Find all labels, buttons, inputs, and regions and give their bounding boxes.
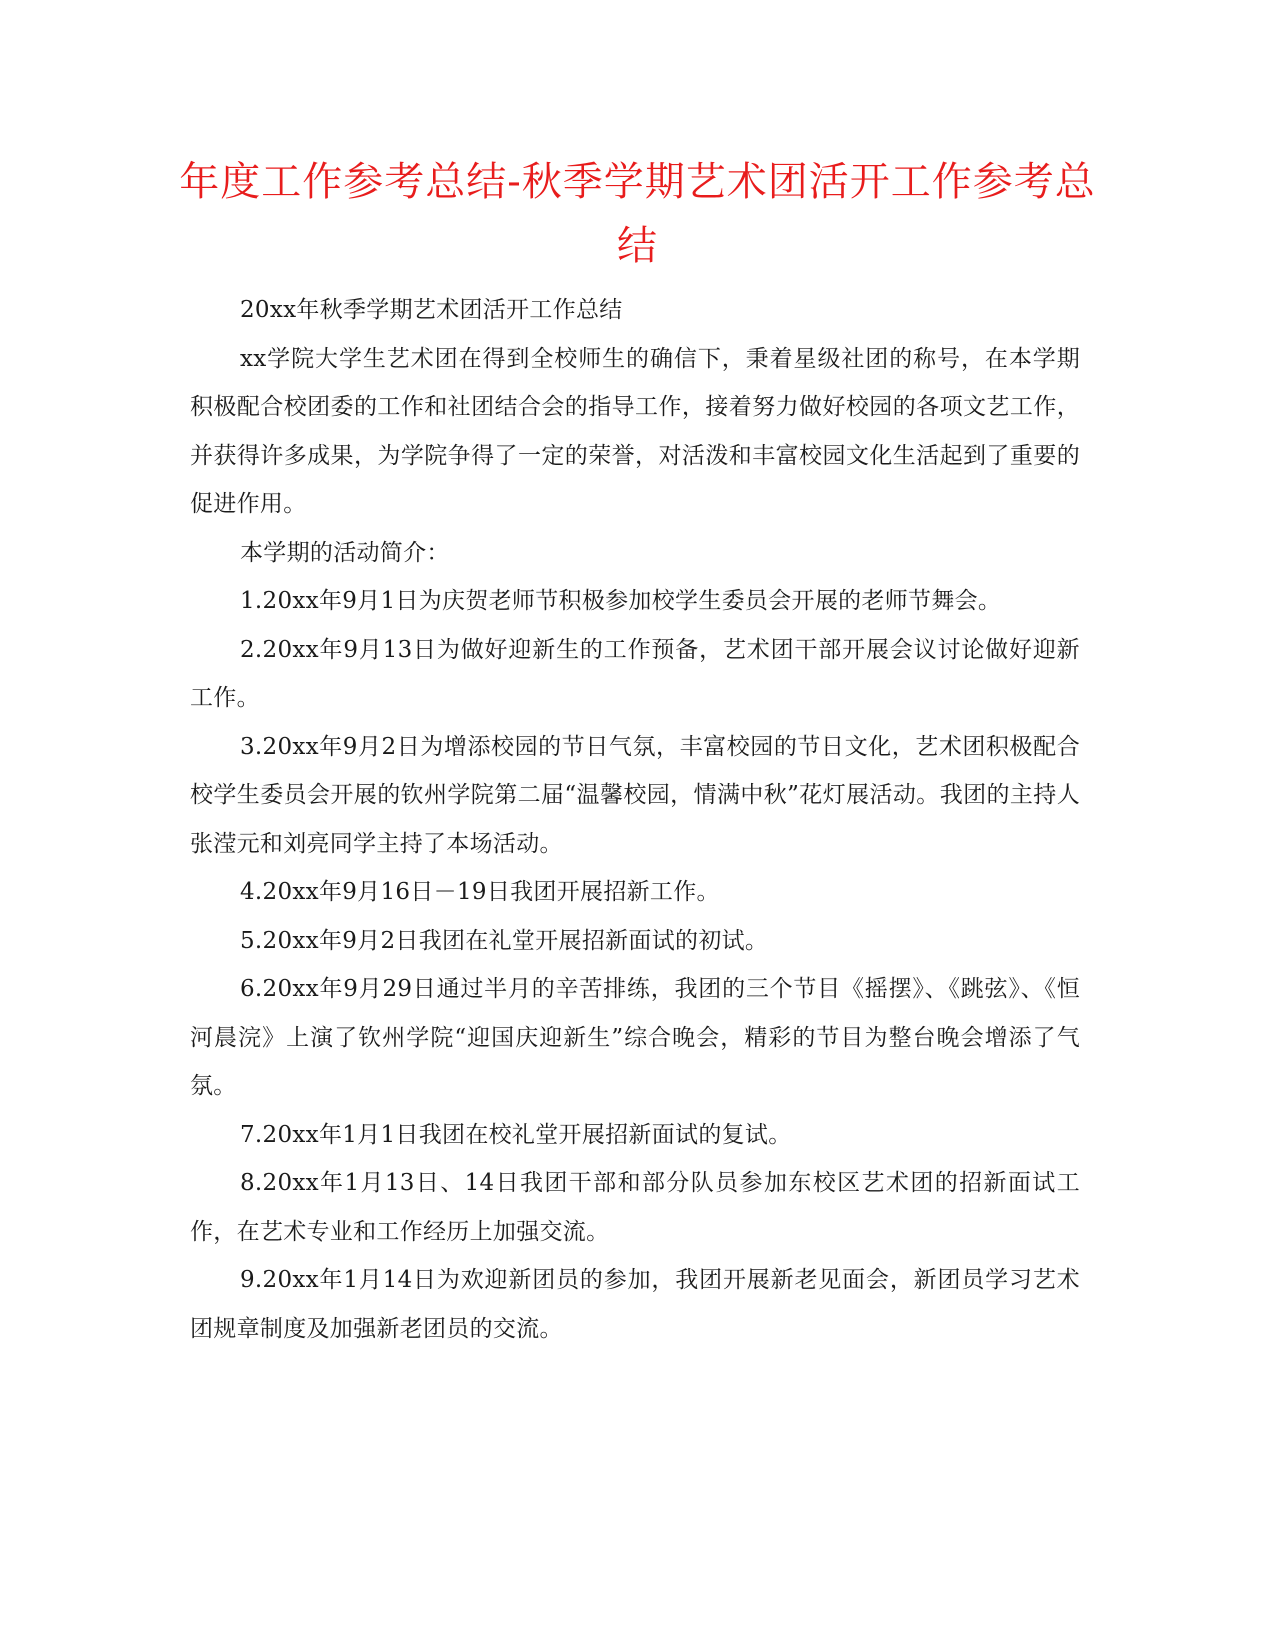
list-item: 2.20xx年9月13日为做好迎新生的工作预备，艺术团干部开展会议讨论做好迎新工作。 xyxy=(190,636,1080,711)
paragraph-subtitle: 20xx年秋季学期艺术团活开工作总结 xyxy=(240,297,623,323)
list-item: 7.20xx年1月1日我团在校礼堂开展招新面试的复试。 xyxy=(240,1121,792,1148)
list-item: 9.20xx年1月14日为欢迎新团员的参加，我团开展新老见面会，新团员学习艺术团规章制度及加强新老团员的交流。 xyxy=(190,1267,1080,1342)
document-body xyxy=(190,286,1080,1353)
paragraph-intro: xx学院大学生艺术团在得到全校师生的确信下，秉着星级社团的称号，在本学期积极配合校团委的工作和社团结合会的指导工作，接着努力做好校园的各项文艺工作，并获得许多成果，为学院争得了一定的荣誉，对活泼和丰富校园文化生活起到了重要的促进作用。 xyxy=(190,345,1080,517)
paragraph-activities-heading: 本学期的活动简介： xyxy=(240,539,450,566)
list-item: 8.20xx年1月13日、14日我团干部和部分队员参加东校区艺术团的招新面试工作，在艺术专业和工作经历上加强交流。 xyxy=(190,1170,1080,1245)
list-item: 3.20xx年9月2日为增添校园的节日气氛，丰富校园的节日文化，艺术团积极配合校学生委员会开展的钦州学院第二届“温馨校园，情满中秋”花灯展活动。我团的主持人张滢元和刘亮同学主持了本场活动。 xyxy=(190,733,1080,857)
list-item: 1.20xx年9月1日为庆贺老师节积极参加校学生委员会开展的老师节舞会。 xyxy=(240,588,1002,614)
list-item: 6.20xx年9月29日通过半月的辛苦排练，我团的三个节目《摇摆》、《跳弦》、《恒河晨浣》上演了钦州学院“迎国庆迎新生”综合晚会，精彩的节目为整台晚会增添了气氛。 xyxy=(190,976,1080,1099)
list-item: 4.20xx年9月16日－19日我团开展招新工作。 xyxy=(240,879,720,905)
document-title: 年度工作参考总结-秋季学期艺术团活开工作参考总结 xyxy=(179,159,1096,269)
list-item: 5.20xx年9月2日我团在礼堂开展招新面试的初试。 xyxy=(240,927,769,954)
